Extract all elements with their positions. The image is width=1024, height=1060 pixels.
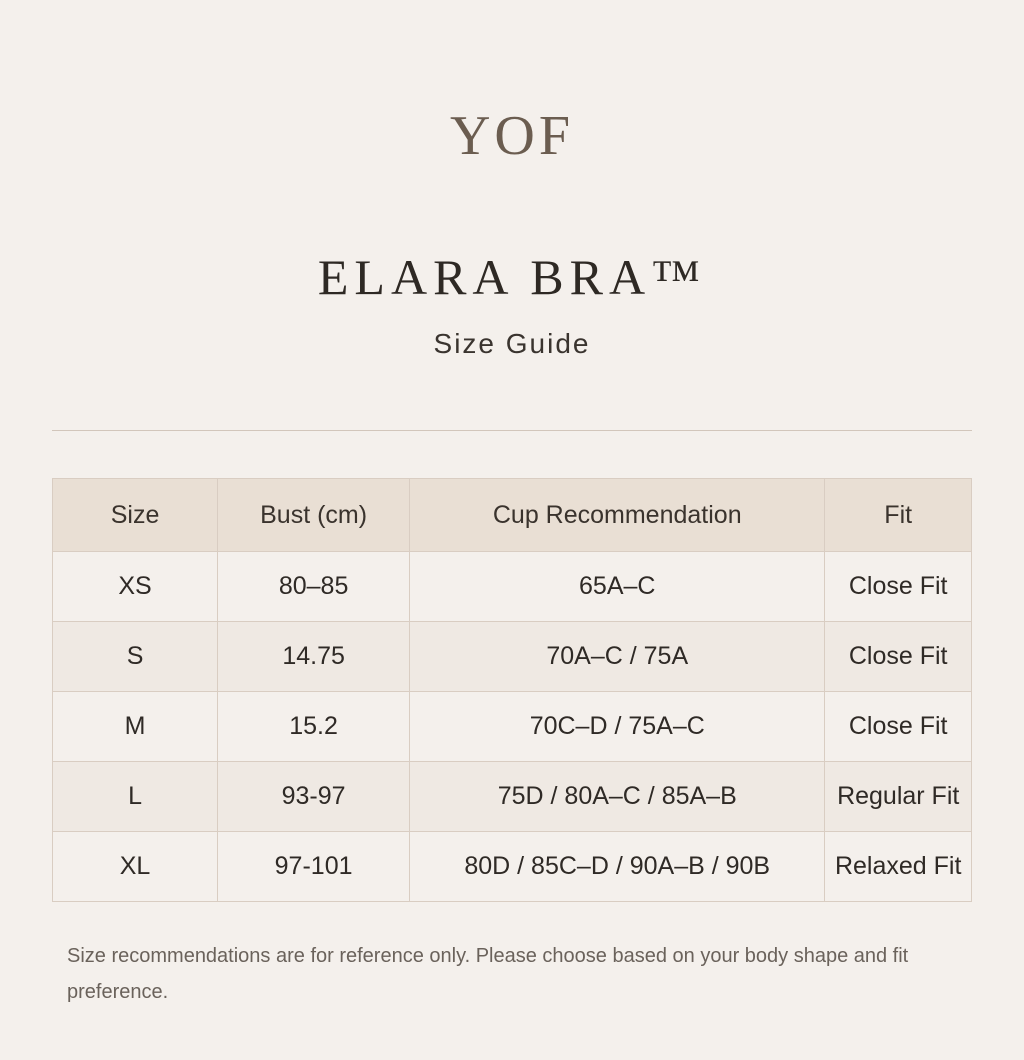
header-size: Size: [53, 479, 218, 552]
cell-bust: 97-101: [218, 832, 410, 902]
cell-cup: 80D / 85C–D / 90A–B / 90B: [410, 832, 825, 902]
table-row: [53, 832, 972, 902]
cell-bust: 80–85: [218, 552, 410, 622]
cell-cup: 75D / 80A–C / 85A–B: [410, 762, 825, 832]
cell-cup: 70A–C / 75A: [410, 622, 825, 692]
cell-size: S: [53, 622, 218, 692]
header-bust: Bust (cm): [218, 479, 410, 552]
cell-size: M: [53, 692, 218, 762]
cell-size: L: [53, 762, 218, 832]
table-row: [53, 692, 972, 762]
table-row: [53, 762, 972, 832]
cell-bust: 15.2: [218, 692, 410, 762]
page-subtitle: Size Guide: [433, 328, 591, 359]
cell-fit: Close Fit: [825, 552, 972, 622]
cell-fit: Close Fit: [825, 622, 972, 692]
disclaimer-note: Size recommendations are for reference only. Please choose based on your body shape and fit preference.: [67, 945, 909, 1003]
cell-bust: 14.75: [218, 622, 410, 692]
cell-cup: 65A–C: [410, 552, 825, 622]
cell-fit: Relaxed Fit: [825, 832, 972, 902]
header-fit: Fit: [825, 479, 972, 552]
cell-size: XL: [53, 832, 218, 902]
table-row: [53, 622, 972, 692]
cell-size: XS: [53, 552, 218, 622]
table-header-row: [53, 479, 972, 552]
cell-fit: Regular Fit: [825, 762, 972, 832]
cell-fit: Close Fit: [825, 692, 972, 762]
header-cup-recommendation: Cup Recommendation: [410, 479, 825, 552]
table-row: [53, 552, 972, 622]
divider: [52, 430, 972, 431]
product-title: ELARA BRA™: [317, 249, 707, 305]
cell-cup: 70C–D / 75A–C: [410, 692, 825, 762]
brand-logo: YOF: [449, 105, 575, 167]
size-table: [52, 478, 972, 902]
cell-bust: 93-97: [218, 762, 410, 832]
